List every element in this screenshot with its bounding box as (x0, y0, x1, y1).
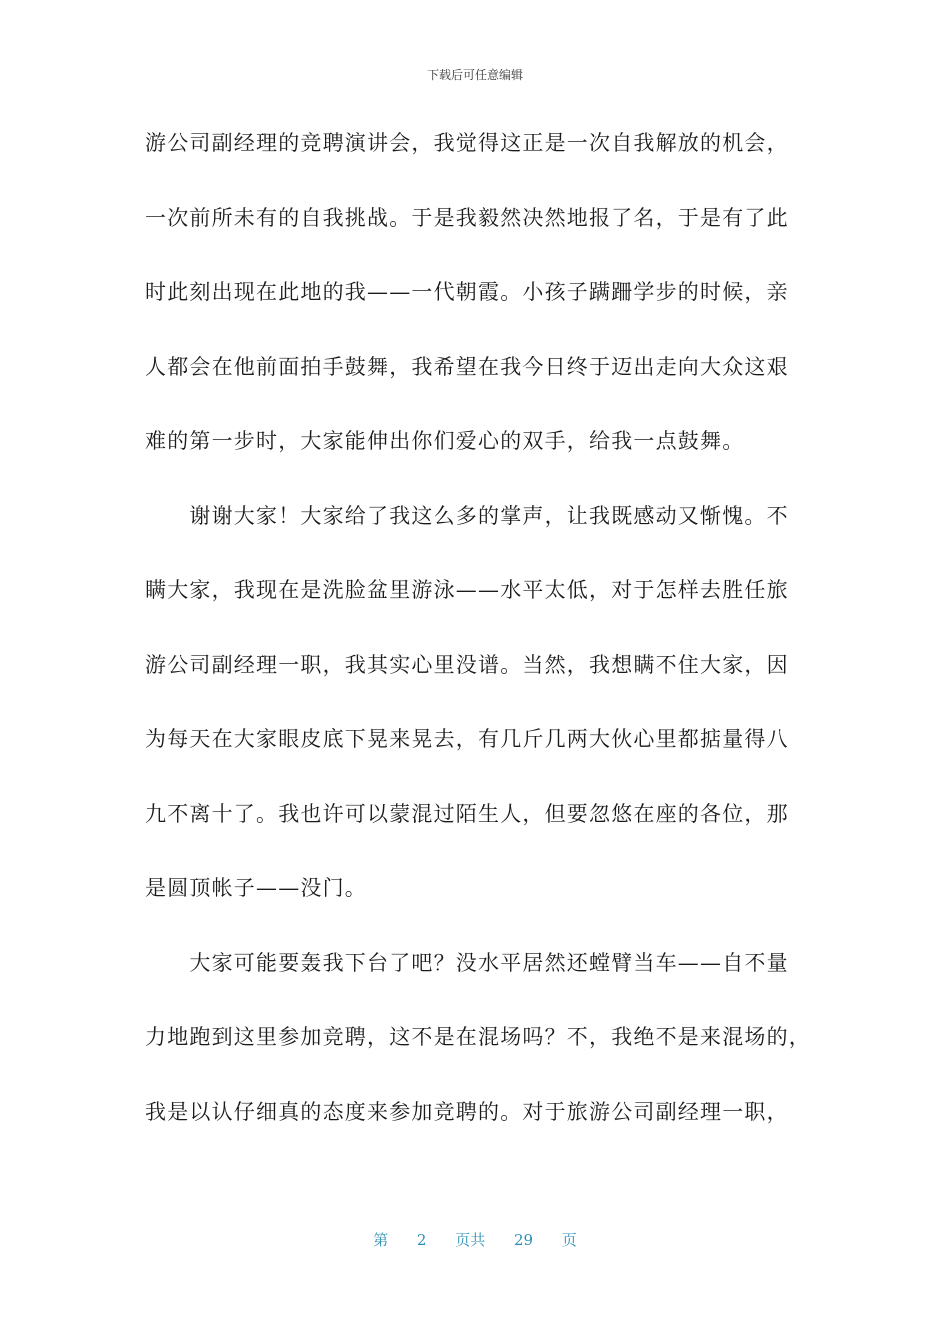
footer-total-pages: 29 (514, 1231, 534, 1249)
text-line: 是圆顶帐子——没门。 (145, 876, 367, 900)
footer-prefix: 第 (373, 1231, 389, 1249)
text-line: 大家可能要轰我下台了吧？没水平居然还螳臂当车——自不量 (145, 950, 789, 975)
text-line: 谢谢大家！大家给了我这么多的掌声，让我既感动又惭愧。不 (145, 503, 789, 528)
text-line: 游公司副经理的竞聘演讲会，我觉得这正是一次自我解放的机会， (145, 131, 789, 155)
page-footer (0, 1229, 950, 1250)
text-line: 人都会在他前面拍手鼓舞，我希望在我今日终于迈出走向大众这艰 (145, 354, 789, 379)
text-line: 游公司副经理一职，我其实心里没谱。当然，我想瞒不住大家，因 (145, 652, 789, 677)
text-line: 九不离十了。我也许可以蒙混过陌生人，但要忽悠在座的各位，那 (145, 801, 789, 826)
footer-middle: 页共 (455, 1231, 486, 1249)
footer-page-number: 2 (416, 1231, 427, 1249)
text-line: 力地跑到这里参加竞聘，这不是在混场吗？不，我绝不是来混场的， (145, 1025, 811, 1049)
text-line: 我是以认仔细真的态度来参加竞聘的。对于旅游公司副经理一职， (145, 1099, 789, 1124)
text-line: 难的第一步时，大家能伸出你们爱心的双手，给我一点鼓舞。 (145, 429, 745, 453)
footer-suffix: 页 (561, 1231, 577, 1249)
text-line: 一次前所未有的自我挑战。于是我毅然决然地报了名，于是有了此 (145, 205, 789, 230)
text-line: 时此刻出现在此地的我——一代朝霞。小孩子蹒跚学步的时候，亲 (145, 280, 789, 304)
header-note: 下载后可任意编辑 (426, 68, 523, 82)
document-body (145, 128, 811, 1171)
text-line: 为每天在大家眼皮底下晃来晃去，有几斤几两大伙心里都掂量得八 (145, 727, 789, 751)
text-line: 瞒大家，我现在是洗脸盆里游泳——水平太低，对于怎样去胜任旅 (145, 578, 789, 602)
